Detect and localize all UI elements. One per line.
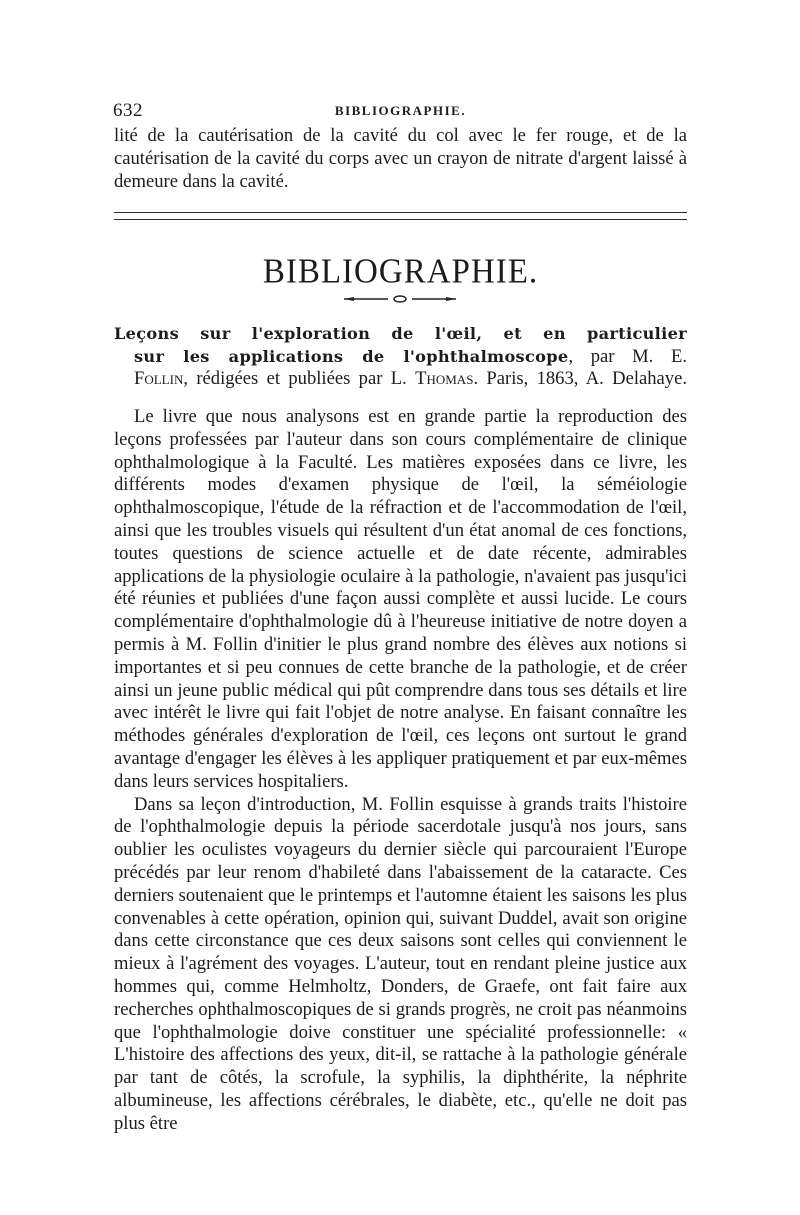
previous-text-paragraph: lité de la cautérisation de la cavité du col avec le fer rouge, et de la cautérisation de la cavité du corps avec un crayon de nitrate d'argent laissé à demeure dans la cavité. xyxy=(114,125,687,192)
book-credits-line xyxy=(114,368,687,391)
by-author-text: , par M. E. xyxy=(568,345,687,367)
running-head-title: BIBLIOGRAPHIE. xyxy=(334,103,467,118)
editor-name: Thomas xyxy=(415,368,474,390)
book-title-line2 xyxy=(114,346,687,369)
edited-by-text: , rédigées et publiées par L. xyxy=(183,368,407,390)
previous-article-ending xyxy=(114,125,687,193)
body-paragraph: Le livre que nous analysons est en grande partie la reproduction des leçons professées par l'auteur dans son cours complémentaire de clinique ophthalmologique à la Faculté. Les matières exposées dans ce livre, les différents modes d'examen physique de l'œil, la séméiologie ophthalmoscopique, l'étude de la réfraction et de l'accommodation de l'œil, ainsi que les troubles visuels qui résultent d'un état anomal de ces fonctions, toutes questions de science actuelle et de date récente, admirables applications de la physiologie oculaire à la pathologie, n'avaient pas jusqu'ici été réunies et publiées d'une façon aussi complète et aussi lucide. Le cours complémentaire d'ophthalmologie dû à l'heureuse initiative de notre doyen a permis à M. Follin d'initier le plus grand nombre des élèves aux notions si importantes et si peu connues de cette branche de la pathologie, et de créer ainsi un jeune public médical qui pût comprendre dans tous ses détails et lire avec intérêt le livre qui fait l'objet de notre analyse. En faisant connaître les méthodes générales d'exploration de l'œil, ces leçons ont surtout le grand avantage d'engager les élèves à les appliquer pratiquement et par eux-mêmes dans leurs services hospitaliers. xyxy=(114,406,687,792)
book-reference xyxy=(114,323,687,391)
book-title-part2: sur les applications de l'ophthalmoscope xyxy=(134,346,569,366)
running-head xyxy=(113,100,688,124)
publication-info: . Paris, 1863, A. Delahaye. xyxy=(473,368,687,390)
page-number: 632 xyxy=(113,100,143,121)
ornament-divider-icon xyxy=(340,295,460,303)
book-title-line1: Leçons sur l'exploration de l'œil, et en particulier xyxy=(114,324,687,343)
author-name: Follin xyxy=(134,368,184,390)
body-paragraph: Dans sa leçon d'introduction, M. Follin esquisse à grands traits l'histoire de l'ophthalmologie depuis la période sacerdotale jusqu'à nos jours, sans oublier les oculistes voyageurs du dernier siècle qui parcouraient l'Europe précédés par leur renom d'habileté dans l'abaissement de la cataracte. Ces derniers soutenaient que le printemps et l'automne étaient les saisons les plus convenables à cette opération, opinion qui, suivant Duddel, avait son origine dans cette circonstance que ces deux saisons sont celles qui conviennent le mieux à l'agrément des voyages. L'auteur, tout en rendant pleine justice aux hommes qui, comme Helmholtz, Donders, de Graefe, ont fait faire aux recherches ophthalmoscopiques de si grands progrès, ne croit pas néanmoins que l'ophthalmologie doive constituer une spécialité professionnelle: « L'histoire des affections des yeux, dit-il, se rattache à la pathologie générale par tant de côtés, la scrofule, la syphilis, la diphthérite, la néphrite albumineuse, les affections cérébrales, le diabète, etc., qu'elle ne doit pas plus être xyxy=(114,793,687,1134)
section-title: BIBLIOGRAPHIE. xyxy=(262,253,539,291)
review-body xyxy=(114,406,687,1136)
section-divider-rule xyxy=(114,212,687,220)
